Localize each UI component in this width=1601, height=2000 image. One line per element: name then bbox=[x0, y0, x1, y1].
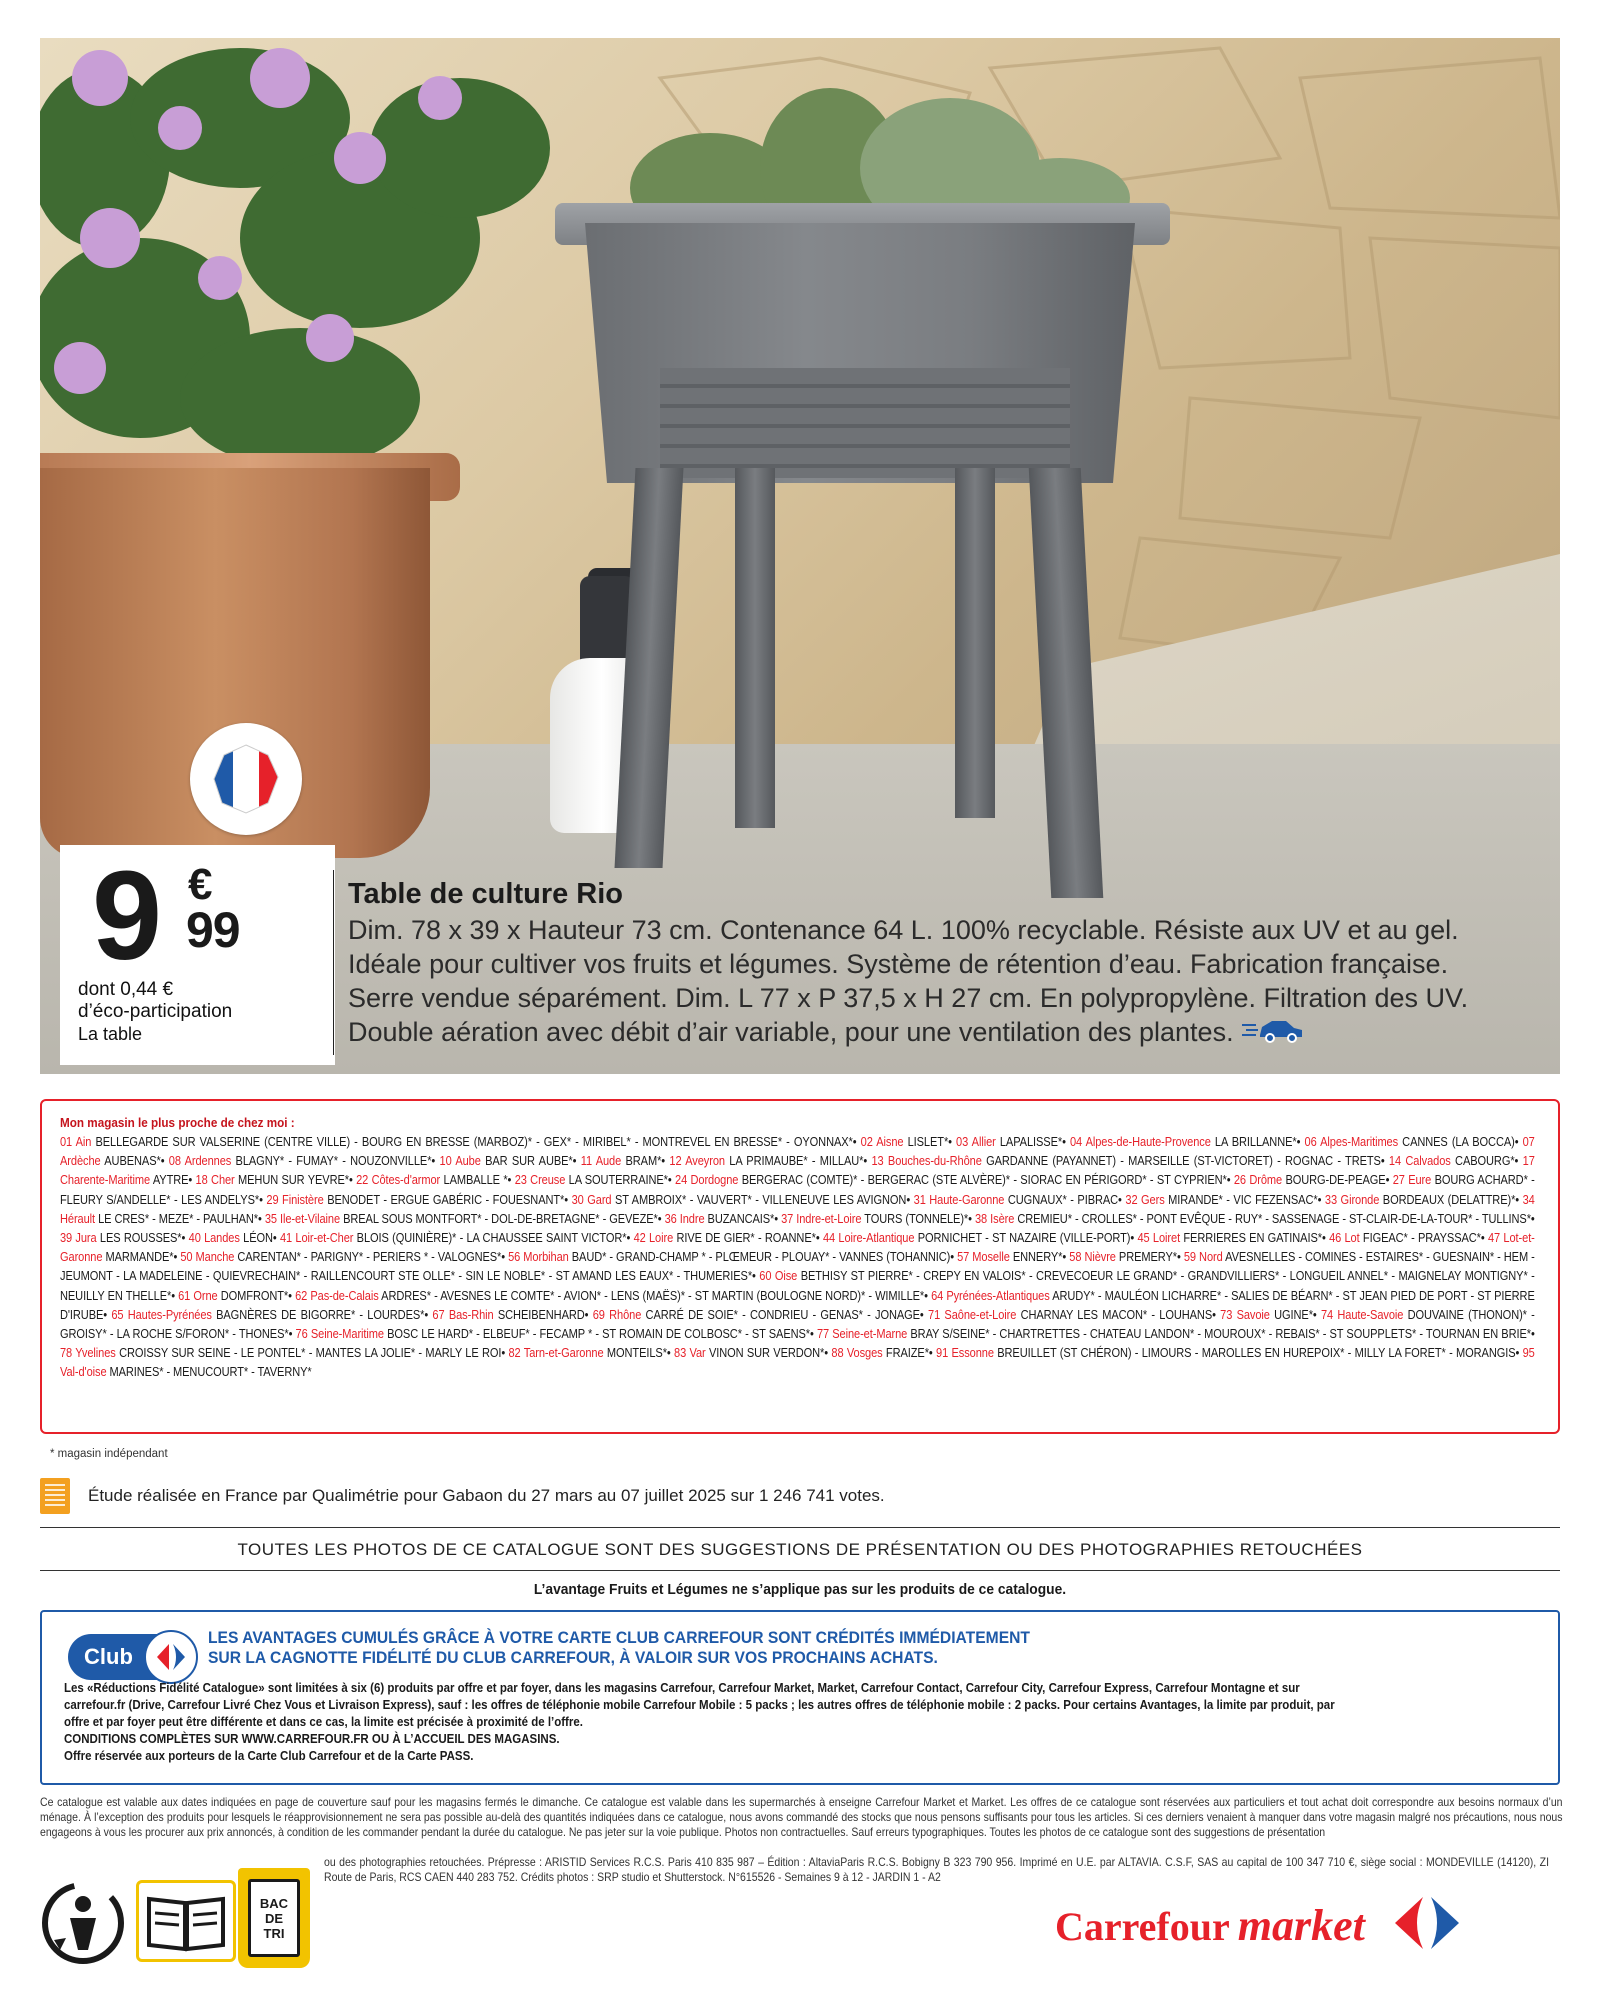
club-headline bbox=[208, 1628, 1030, 1668]
planter-leg bbox=[735, 468, 775, 828]
store-department: 18 Cher bbox=[195, 1172, 235, 1188]
club-conditions-line: Les «Réductions Fidélité Catalogue» sont limitées à six (6) produits par offre et par foyer, dans les magasins Carrefour, Carrefour Market, Market, Carrefour Contact, Carrefour City, Carrefour Express, Carrefour Montagne et sur bbox=[64, 1681, 1300, 1695]
store-locations: AVESNELLES - COMINES - ESTAIRES* - GUESNAIN* - HEM - JEUMONT - LA MADELEINE - QUIEVRECHAIN* - RAILLENCOURT STE OLLE* - SIN LE NOBLE* - ST AMAND LES EAUX* - THUMERIES*• bbox=[60, 1249, 1535, 1284]
carrefour-logo-icon bbox=[144, 1630, 198, 1684]
divider bbox=[40, 1570, 1560, 1571]
carrefour-market-brand bbox=[1055, 1895, 1465, 1956]
description-line: Idéale pour cultiver vos fruits et légumes. Système de rétention d’eau. Fabrication française. bbox=[348, 949, 1449, 979]
store-department: 23 Creuse bbox=[514, 1172, 566, 1188]
store-locations: ARDRES* - AVESNES LE COMTE* - AVION* - LENS (MAËS)* - ST MARTIN (BOULOGNE NORD)* - WIMILLE*• bbox=[378, 1287, 932, 1303]
store-locations: BOURG ACHARD* - FLEURY S/ANDELLE* - LES ANDELYS*• bbox=[60, 1172, 1535, 1207]
store-locations: BOSC LE HARD* - ELBEUF* - FECAMP * - ST ROMAIN DE COLBOSC* - ST SAENS*• bbox=[383, 1326, 817, 1342]
description-line: Double aération avec débit d’air variable, pour une ventilation des plantes. bbox=[348, 1017, 1234, 1047]
car-delivery-icon bbox=[1242, 1017, 1304, 1051]
store-department: 01 Ain bbox=[60, 1134, 92, 1149]
club-carrefour-logo bbox=[68, 1634, 196, 1680]
store-department: 57 Moselle bbox=[957, 1249, 1010, 1265]
store-department: 17 Charente-Maritime bbox=[60, 1153, 1535, 1188]
store-locations: FERRIERES EN GATINAIS*• bbox=[1180, 1230, 1330, 1246]
description-line: Serre vendue séparément. Dim. L 77 x P 37,5 x H 27 cm. En polypropylène. Filtration des UV. bbox=[348, 983, 1469, 1013]
legal-text: Ce catalogue est valable aux dates indiquées en page de couverture sauf pour les magasins fermés le dimanche. Ce catalogue est valable dans les supermarchés à enseigne Carrefour Market et Market. Les offres de ce catalogue sont réservées aux particuliers et tout achat doit correspondre aux besoins normaux d’un ménage. À l’exception des produits pour lesquels le réapprovisionnement ne sera pas possible au-delà des quantités indiquées dans ce catalogue, nous avons commandé des stocks que nous pensons suffisants pour tous les articles. Si ces derniers venaient à manquer dans votre magasin malgré nos précautions, nous nous engageons à vous les procurer aux prix annoncés, à condition de les commander pendant la durée du catalogue. Ne pas jeter sur la voie publique. Photos non contractuelles. Sauf erreurs typographiques. Toutes les photos de ce catalogue sont des suggestions de présentation bbox=[40, 1795, 1563, 1839]
store-locations: BREAL SOUS MONTFORT* - DOL-DE-BRETAGNE* - GEVEZE*• bbox=[340, 1210, 665, 1226]
study-text: Étude réalisée en France par Qualimétrie pour Gabaon du 27 mars au 07 juillet 2025 sur 1 246 741 votes. bbox=[88, 1486, 885, 1505]
store-locations: MIRANDE* - VIC FEZENSAC*• bbox=[1164, 1191, 1325, 1207]
store-locations: MONTEILS*• bbox=[603, 1345, 675, 1361]
store-department: 83 Var bbox=[674, 1345, 706, 1361]
store-locations: AYTRE• bbox=[150, 1172, 196, 1188]
store-department: 10 Aube bbox=[439, 1153, 481, 1169]
store-locations: BAUD* - GRAND-CHAMP * - PLŒMEUR - PLOUAY* - VANNES (TOHANNIC)• bbox=[568, 1249, 958, 1265]
store-department: 22 Côtes-d'armor bbox=[356, 1172, 441, 1188]
store-locations: LA PRIMAUBE* - MILLAU*• bbox=[724, 1153, 872, 1169]
store-department: 12 Aveyron bbox=[669, 1153, 725, 1169]
brand-word: Carrefour bbox=[1055, 1904, 1230, 1949]
store-department: 14 Calvados bbox=[1388, 1153, 1451, 1169]
store-locations: LA BRILLANNE*• bbox=[1210, 1134, 1305, 1149]
store-locations: CABOURG*• bbox=[1450, 1153, 1523, 1169]
store-department: 82 Tarn-et-Garonne bbox=[508, 1345, 604, 1361]
brand-word: market bbox=[1237, 1901, 1365, 1950]
price-currency: € bbox=[188, 860, 213, 909]
store-department: 95 Val-d'oise bbox=[60, 1345, 1535, 1380]
store-department: 38 Isère bbox=[974, 1210, 1015, 1226]
recycle-paper-icon bbox=[136, 1880, 236, 1962]
store-locations: LES ROUSSES*• bbox=[96, 1230, 189, 1246]
store-department: 30 Gard bbox=[571, 1191, 612, 1207]
club-conditions-line: offre et par foyer peut être différente et dans ce cas, la limite est précisée à proximité de l’offre. bbox=[64, 1715, 583, 1729]
store-locations: BETHISY ST PIERRE* - CREPY EN VALOIS* - CREVECOEUR LE GRAND* - GRANDVILLIERS* - LONGUEIL ANNEL* - MAIGNELAY MONTIGNY* - NEUILLY EN THELLE*• bbox=[60, 1268, 1535, 1303]
carrefour-logo-icon bbox=[1389, 1895, 1465, 1956]
store-department: 26 Drôme bbox=[1233, 1172, 1283, 1188]
store-department: 06 Alpes-Maritimes bbox=[1304, 1134, 1399, 1149]
club-conditions-line: Offre réservée aux porteurs de la Carte Club Carrefour et de la Carte PASS. bbox=[64, 1749, 474, 1763]
store-locations: CARENTAN* - PARIGNY* - PERIERS * - VALOGNES*• bbox=[234, 1249, 509, 1265]
product-description bbox=[348, 878, 1538, 1051]
store-department: 08 Ardennes bbox=[168, 1153, 232, 1169]
club-conditions bbox=[64, 1680, 1536, 1765]
store-department: 65 Hautes-Pyrénées bbox=[111, 1306, 212, 1322]
store-locations: ENNERY*• bbox=[1009, 1249, 1070, 1265]
price-decimals: 99 bbox=[186, 902, 240, 958]
store-locations: RIVE DE GIER* - ROANNE*• bbox=[673, 1230, 823, 1246]
club-conditions-line: CONDITIONS COMPLÈTES SUR WWW.CARREFOUR.FR OU À L’ACCUEIL DES MAGASINS. bbox=[64, 1732, 560, 1746]
store-department: 50 Manche bbox=[180, 1249, 235, 1265]
store-department: 88 Vosges bbox=[831, 1345, 883, 1361]
store-department: 02 Aisne bbox=[860, 1134, 904, 1149]
club-logo-label: Club bbox=[84, 1644, 133, 1669]
store-department: 31 Haute-Garonne bbox=[913, 1191, 1005, 1207]
store-department: 64 Pyrénées-Atlantiques bbox=[931, 1287, 1050, 1303]
france-map-icon bbox=[190, 723, 302, 835]
store-locations: BLOIS (QUINIÈRE)* - LA CHAUSSEE SAINT VICTOR*• bbox=[353, 1230, 634, 1246]
store-locations: BAR SUR AUBE*• bbox=[480, 1153, 581, 1169]
store-locations: ST AMBROIX* - VAUVERT* - VILLENEUVE LES AVIGNON• bbox=[611, 1191, 914, 1207]
store-department: 40 Landes bbox=[188, 1230, 240, 1246]
store-department: 29 Finistère bbox=[266, 1191, 324, 1207]
store-locations: ARUDY* - MAULÉON LICHARRE* - SALIES DE BÉARN* - ST JEAN PIED DE PORT - ST PIERRE D'IRUBE• bbox=[60, 1287, 1535, 1322]
store-locations: AUBENAS*• bbox=[100, 1153, 169, 1169]
store-department: 74 Haute-Savoie bbox=[1321, 1306, 1404, 1322]
store-locations: CHARNAY LES MACON* - LOUHANS• bbox=[1016, 1306, 1221, 1322]
store-locations: BAGNÈRES DE BIGORRE* - LOURDES*• bbox=[211, 1306, 433, 1322]
store-locations: BELLEGARDE SUR VALSERINE (CENTRE VILLE) - BOURG EN BRESSE (MARBOZ)* - GEX* - MIRIBEL* - MONTREVEL EN BRESSE* - OYONNAX*• bbox=[91, 1134, 861, 1149]
club-headline-line: SUR LA CAGNOTTE FIDÉLITÉ DU CLUB CARREFOUR, À VALOIR SUR VOS PROCHAINS ACHATS. bbox=[208, 1648, 938, 1667]
store-department: 58 Nièvre bbox=[1069, 1249, 1116, 1265]
store-locations: FRAIZE*• bbox=[882, 1345, 937, 1361]
description-line: Dim. 78 x 39 x Hauteur 73 cm. Contenance 64 L. 100% recyclable. Résiste aux UV et au gel. bbox=[348, 915, 1459, 945]
store-department: 73 Savoie bbox=[1220, 1306, 1270, 1322]
study-notice bbox=[40, 1478, 1560, 1514]
store-department: 33 Gironde bbox=[1324, 1191, 1380, 1207]
store-locations: CUGNAUX* - PIBRAC• bbox=[1004, 1191, 1126, 1207]
description-line-last bbox=[348, 1015, 1538, 1051]
divider bbox=[40, 1527, 1560, 1528]
store-department: 69 Rhône bbox=[592, 1306, 642, 1322]
store-department: 27 Eure bbox=[1392, 1172, 1432, 1188]
store-department: 32 Gers bbox=[1125, 1191, 1165, 1207]
sorting-bin-icon bbox=[238, 1868, 310, 1968]
store-locations: BOURG-DE-PEAGE• bbox=[1282, 1172, 1393, 1188]
club-conditions-line: carrefour.fr (Drive, Carrefour Livré Chez Vous et Livraison Express), sauf : les offres de téléphonie mobile Carrefour Mobile : 5 packs ; les autres offres de téléphonie mobile : 2 packs. Pour certains Avantages, la limite par produit, par bbox=[64, 1698, 1335, 1712]
store-department: 76 Seine-Maritime bbox=[295, 1326, 384, 1342]
store-locations: PORNICHET - ST NAZAIRE (VILLE-PORT)• bbox=[914, 1230, 1138, 1246]
store-locations: TOURS (TONNELE)*• bbox=[861, 1210, 975, 1226]
store-locations: GARDANNE (PAYANNET) - MARSEILLE (ST-VICTORET) - ROGNAC - TRETS• bbox=[981, 1153, 1389, 1169]
store-locations: CROISSY SUR SEINE - LE PONTEL* - MANTES LA JOLIE* - MARLY LE ROI• bbox=[115, 1345, 509, 1361]
store-department: 62 Pas-de-Calais bbox=[295, 1287, 379, 1303]
store-locations: BUZANCAIS*• bbox=[704, 1210, 782, 1226]
independent-store-footnote: * magasin indépendant bbox=[50, 1448, 168, 1460]
store-department: 35 Ile-et-Vilaine bbox=[264, 1210, 341, 1226]
triman-recycle-icon bbox=[40, 1880, 126, 1966]
store-locations: CANNES (LA BOCCA)• bbox=[1398, 1134, 1523, 1149]
store-locations: BERGERAC (COMTE)* - BERGERAC (STE ALVÈRE)* - SIORAC EN PÉRIGORD* - ST CYPRIEN*• bbox=[738, 1172, 1234, 1188]
store-department: 03 Allier bbox=[956, 1134, 996, 1149]
store-locations: DOUVAINE (THONON)* - GROISY* - LA ROCHE S/FORON* - THONES*• bbox=[60, 1306, 1535, 1342]
store-department: 41 Loir-et-Cher bbox=[279, 1230, 354, 1246]
store-locations: BLAGNY* - FUMAY* - NOUZONVILLE*• bbox=[231, 1153, 440, 1169]
store-department: 45 Loiret bbox=[1137, 1230, 1181, 1246]
store-list-text bbox=[60, 1132, 1535, 1382]
store-locations: LE CRES* - MEZE* - PAULHAN*• bbox=[95, 1210, 265, 1226]
store-locations: MEHUN SUR YEVRE*• bbox=[234, 1172, 357, 1188]
store-department: 34 Hérault bbox=[60, 1191, 1535, 1226]
divider bbox=[333, 870, 334, 1055]
product-title: Table de culture Rio bbox=[348, 878, 624, 910]
store-locations: FIGEAC* - PRAYSSAC*• bbox=[1359, 1230, 1488, 1246]
store-locations: BORDEAUX (DELATTRE)*• bbox=[1379, 1191, 1523, 1207]
store-locations: CARRÉ DE SOIE* - CONDRIEU - GENAS* - JONAGE• bbox=[641, 1306, 929, 1322]
brand-name bbox=[1055, 1900, 1365, 1951]
club-headline-line: LES AVANTAGES CUMULÉS GRÂCE À VOTRE CARTE CLUB CARREFOUR SONT CRÉDITÉS IMMÉDIATEMENT bbox=[208, 1628, 1030, 1647]
price-integer: 9 bbox=[92, 845, 159, 986]
store-department: 67 Bas-Rhin bbox=[432, 1306, 494, 1322]
fruits-disclaimer: L’avantage Fruits et Légumes ne s’applique pas sur les produits de ce catalogue. bbox=[533, 1581, 1067, 1598]
store-department: 24 Dordogne bbox=[675, 1172, 739, 1188]
bin-label-line: BAC bbox=[259, 1895, 289, 1911]
store-locations: LÉON• bbox=[239, 1230, 280, 1246]
store-department: 61 Orne bbox=[178, 1287, 218, 1303]
price-tag bbox=[60, 845, 335, 1065]
store-locations: MARMANDE*• bbox=[102, 1249, 181, 1265]
store-department: 60 Oise bbox=[759, 1268, 798, 1284]
price-unit: La table bbox=[78, 1024, 143, 1044]
sorting-bin-label bbox=[248, 1879, 300, 1957]
store-locations: BRAM*• bbox=[621, 1153, 670, 1169]
bin-label-line: DE bbox=[264, 1910, 284, 1926]
store-department: 42 Loire bbox=[633, 1230, 674, 1246]
store-department: 39 Jura bbox=[60, 1230, 97, 1246]
store-locations: SCHEIBENHARD• bbox=[493, 1306, 593, 1322]
club-carrefour-box bbox=[40, 1610, 1560, 1785]
store-department: 37 Indre-et-Loire bbox=[781, 1210, 862, 1226]
store-locations: LAMBALLE *• bbox=[440, 1172, 515, 1188]
store-locations: BRAY S/SEINE* - CHARTRETTES - CHATEAU LANDON* - MOUROUX* - REBAIS* - ST SOUPPLETS* - TOURNAN EN BRIE*• bbox=[907, 1326, 1535, 1342]
legal-text-tail: ou des photographies retouchées. Prépresse : ARISTID Services R.C.S. Paris 410 835 987 – Édition : AltaviaParis R.C.S. Bobigny B 323 790 956. Imprimé en U.E. par ALTAVIA. C.S.F, SAS au capital de 100 347 710 €, siège social : MONDEVILLE (14120), ZI Route de Paris, RCS CAEN 440 283 752. Crédits photos : SRP studio et Shutterstock. N°615526 - Semaines 9 à 12 - JARDIN 1 - A2 bbox=[324, 1855, 1549, 1884]
store-locations: BREUILLET (ST CHÉRON) - LIMOURS - MAROLLES EN HUREPOIX* - MILLY LA FORET* - MORANGIS• bbox=[993, 1345, 1523, 1361]
store-department: 71 Saône-et-Loire bbox=[928, 1306, 1017, 1322]
store-department: 44 Loire-Atlantique bbox=[822, 1230, 915, 1246]
store-department: 78 Yvelines bbox=[60, 1345, 116, 1361]
survey-award-icon bbox=[40, 1478, 70, 1514]
store-department: 04 Alpes-de-Haute-Provence bbox=[1069, 1134, 1211, 1149]
store-list bbox=[40, 1099, 1560, 1434]
bin-label-line: TRI bbox=[263, 1925, 285, 1941]
store-locations: LA SOUTERRAINE*• bbox=[565, 1172, 676, 1188]
store-locations: PREMERY*• bbox=[1115, 1249, 1184, 1265]
store-department: 46 Lot bbox=[1329, 1230, 1360, 1246]
price bbox=[78, 845, 317, 986]
store-locations: VINON SUR VERDON*• bbox=[705, 1345, 832, 1361]
store-department: 36 Indre bbox=[664, 1210, 705, 1226]
photos-disclaimer: TOUTES LES PHOTOS DE CE CATALOGUE SONT DES SUGGESTIONS DE PRÉSENTATION OU DES PHOTOGRAPHIES RETOUCHÉES bbox=[237, 1540, 1363, 1559]
store-locations: BENODET - ERGUE GABÉRIC - FOUESNANT*• bbox=[323, 1191, 572, 1207]
store-department: 13 Bouches-du-Rhône bbox=[871, 1153, 982, 1169]
store-department: 91 Essonne bbox=[936, 1345, 994, 1361]
store-locations: MARINES* - MENUCOURT* - TAVERNY* bbox=[106, 1364, 312, 1380]
store-department: 77 Seine-et-Marne bbox=[816, 1326, 908, 1342]
store-locations: CREMIEU* - CROLLES* - PONT EVÊQUE - RUY* - SASSENAGE - ST-CLAIR-DE-LA-TOUR* - TULLINS*• bbox=[1014, 1210, 1535, 1226]
store-department: 07 Ardèche bbox=[60, 1134, 1535, 1169]
store-locations: LISLET*• bbox=[903, 1134, 957, 1149]
planter-slats bbox=[660, 368, 1070, 478]
eco-participation: dont 0,44 € d’éco-participation bbox=[78, 979, 233, 1022]
store-department: 47 Lot-et-Garonne bbox=[60, 1230, 1535, 1265]
store-locations: LAPALISSE*• bbox=[995, 1134, 1070, 1149]
store-department: 59 Nord bbox=[1183, 1249, 1223, 1265]
store-locations: DOMFRONT*• bbox=[217, 1287, 296, 1303]
store-list-title: Mon magasin le plus proche de chez moi : bbox=[60, 1115, 295, 1130]
store-department: 56 Morbihan bbox=[508, 1249, 569, 1265]
store-locations: UGINE*• bbox=[1269, 1306, 1322, 1322]
planter-leg bbox=[955, 468, 995, 818]
store-department: 11 Aude bbox=[580, 1153, 622, 1169]
